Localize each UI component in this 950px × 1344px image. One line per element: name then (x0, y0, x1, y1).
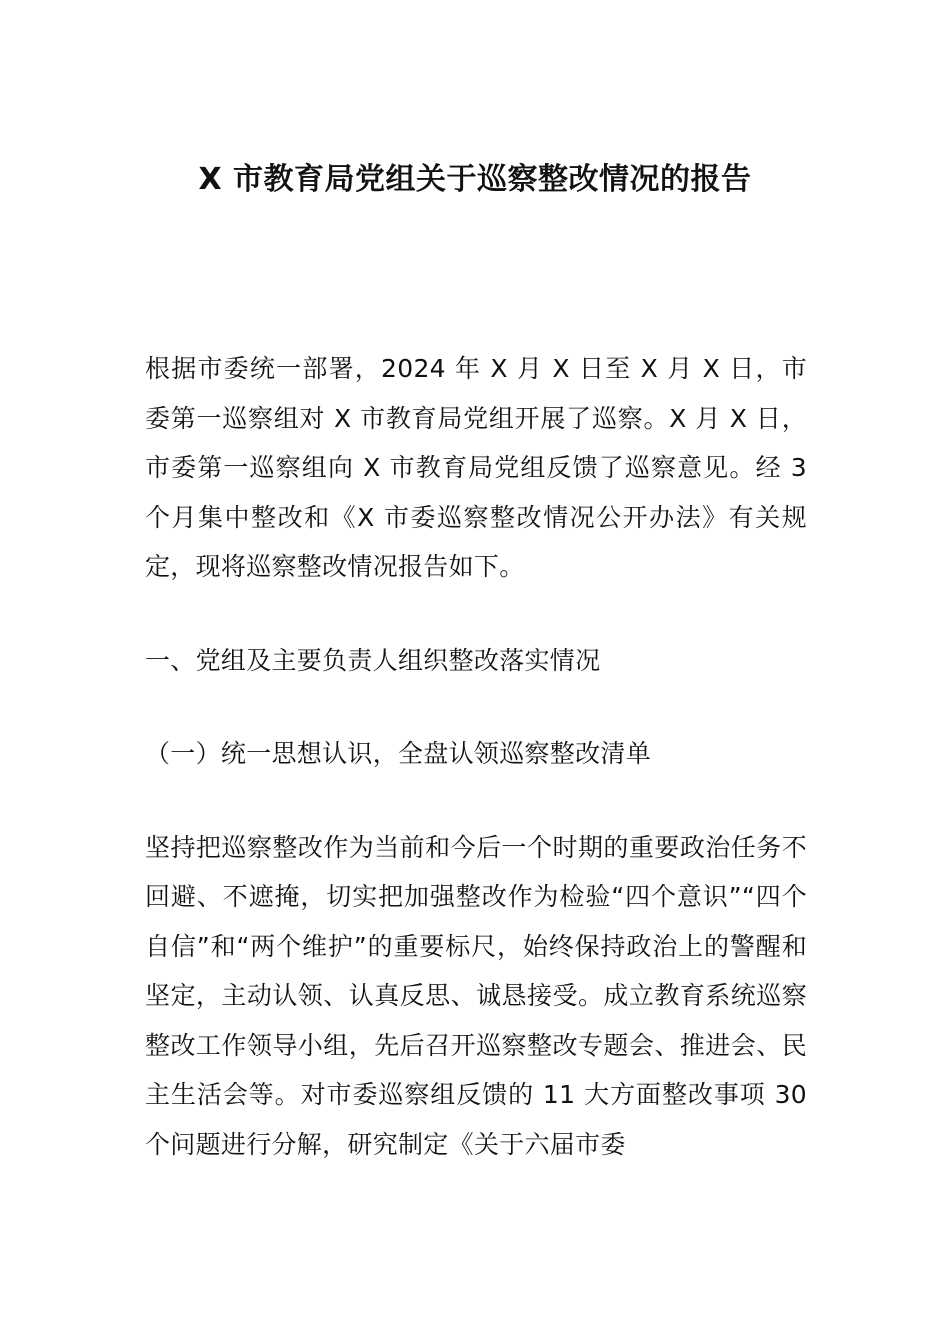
paragraph-spacer (145, 592, 807, 636)
intro-paragraph: 根据市委统一部署，2024 年 X 月 X 日至 X 月 X 日，市委第一巡察组对 X 市教育局党组开展了巡察。X 月 X 日，市委第一巡察组向 X 市教育局党组反馈了巡察意见。经 3 个月集中整改和《X 市委巡察整改情况公开办法》有关规定，现将巡察整改情况报告如下。 (145, 354, 807, 581)
body-paragraph: 坚持把巡察整改作为当前和今后一个时期的重要政治任务不回避、不遮掩，切实把加强整改作为检验“四个意识”“四个自信”和“两个维护”的重要标尺，始终保持政治上的警醒和坚定，主动认领、认真反思、诚恳接受。成立教育系统巡察整改工作领导小组，先后召开巡察整改专题会、推进会、民主生活会等。对市委巡察组反馈的 11 大方面整改事项 30 个问题进行分解，研究制定《关于六届市委 (145, 832, 807, 1159)
paragraph-spacer (145, 779, 807, 823)
paragraph-spacer (145, 685, 807, 729)
subsection-heading: （一）统一思想认识，全盘认领巡察整改清单 (145, 739, 652, 768)
document-title: X 市教育局党组关于巡察整改情况的报告 (198, 162, 752, 197)
document-body (145, 344, 807, 1169)
section-heading: 一、党组及主要负责人组织整改落实情况 (145, 645, 601, 675)
